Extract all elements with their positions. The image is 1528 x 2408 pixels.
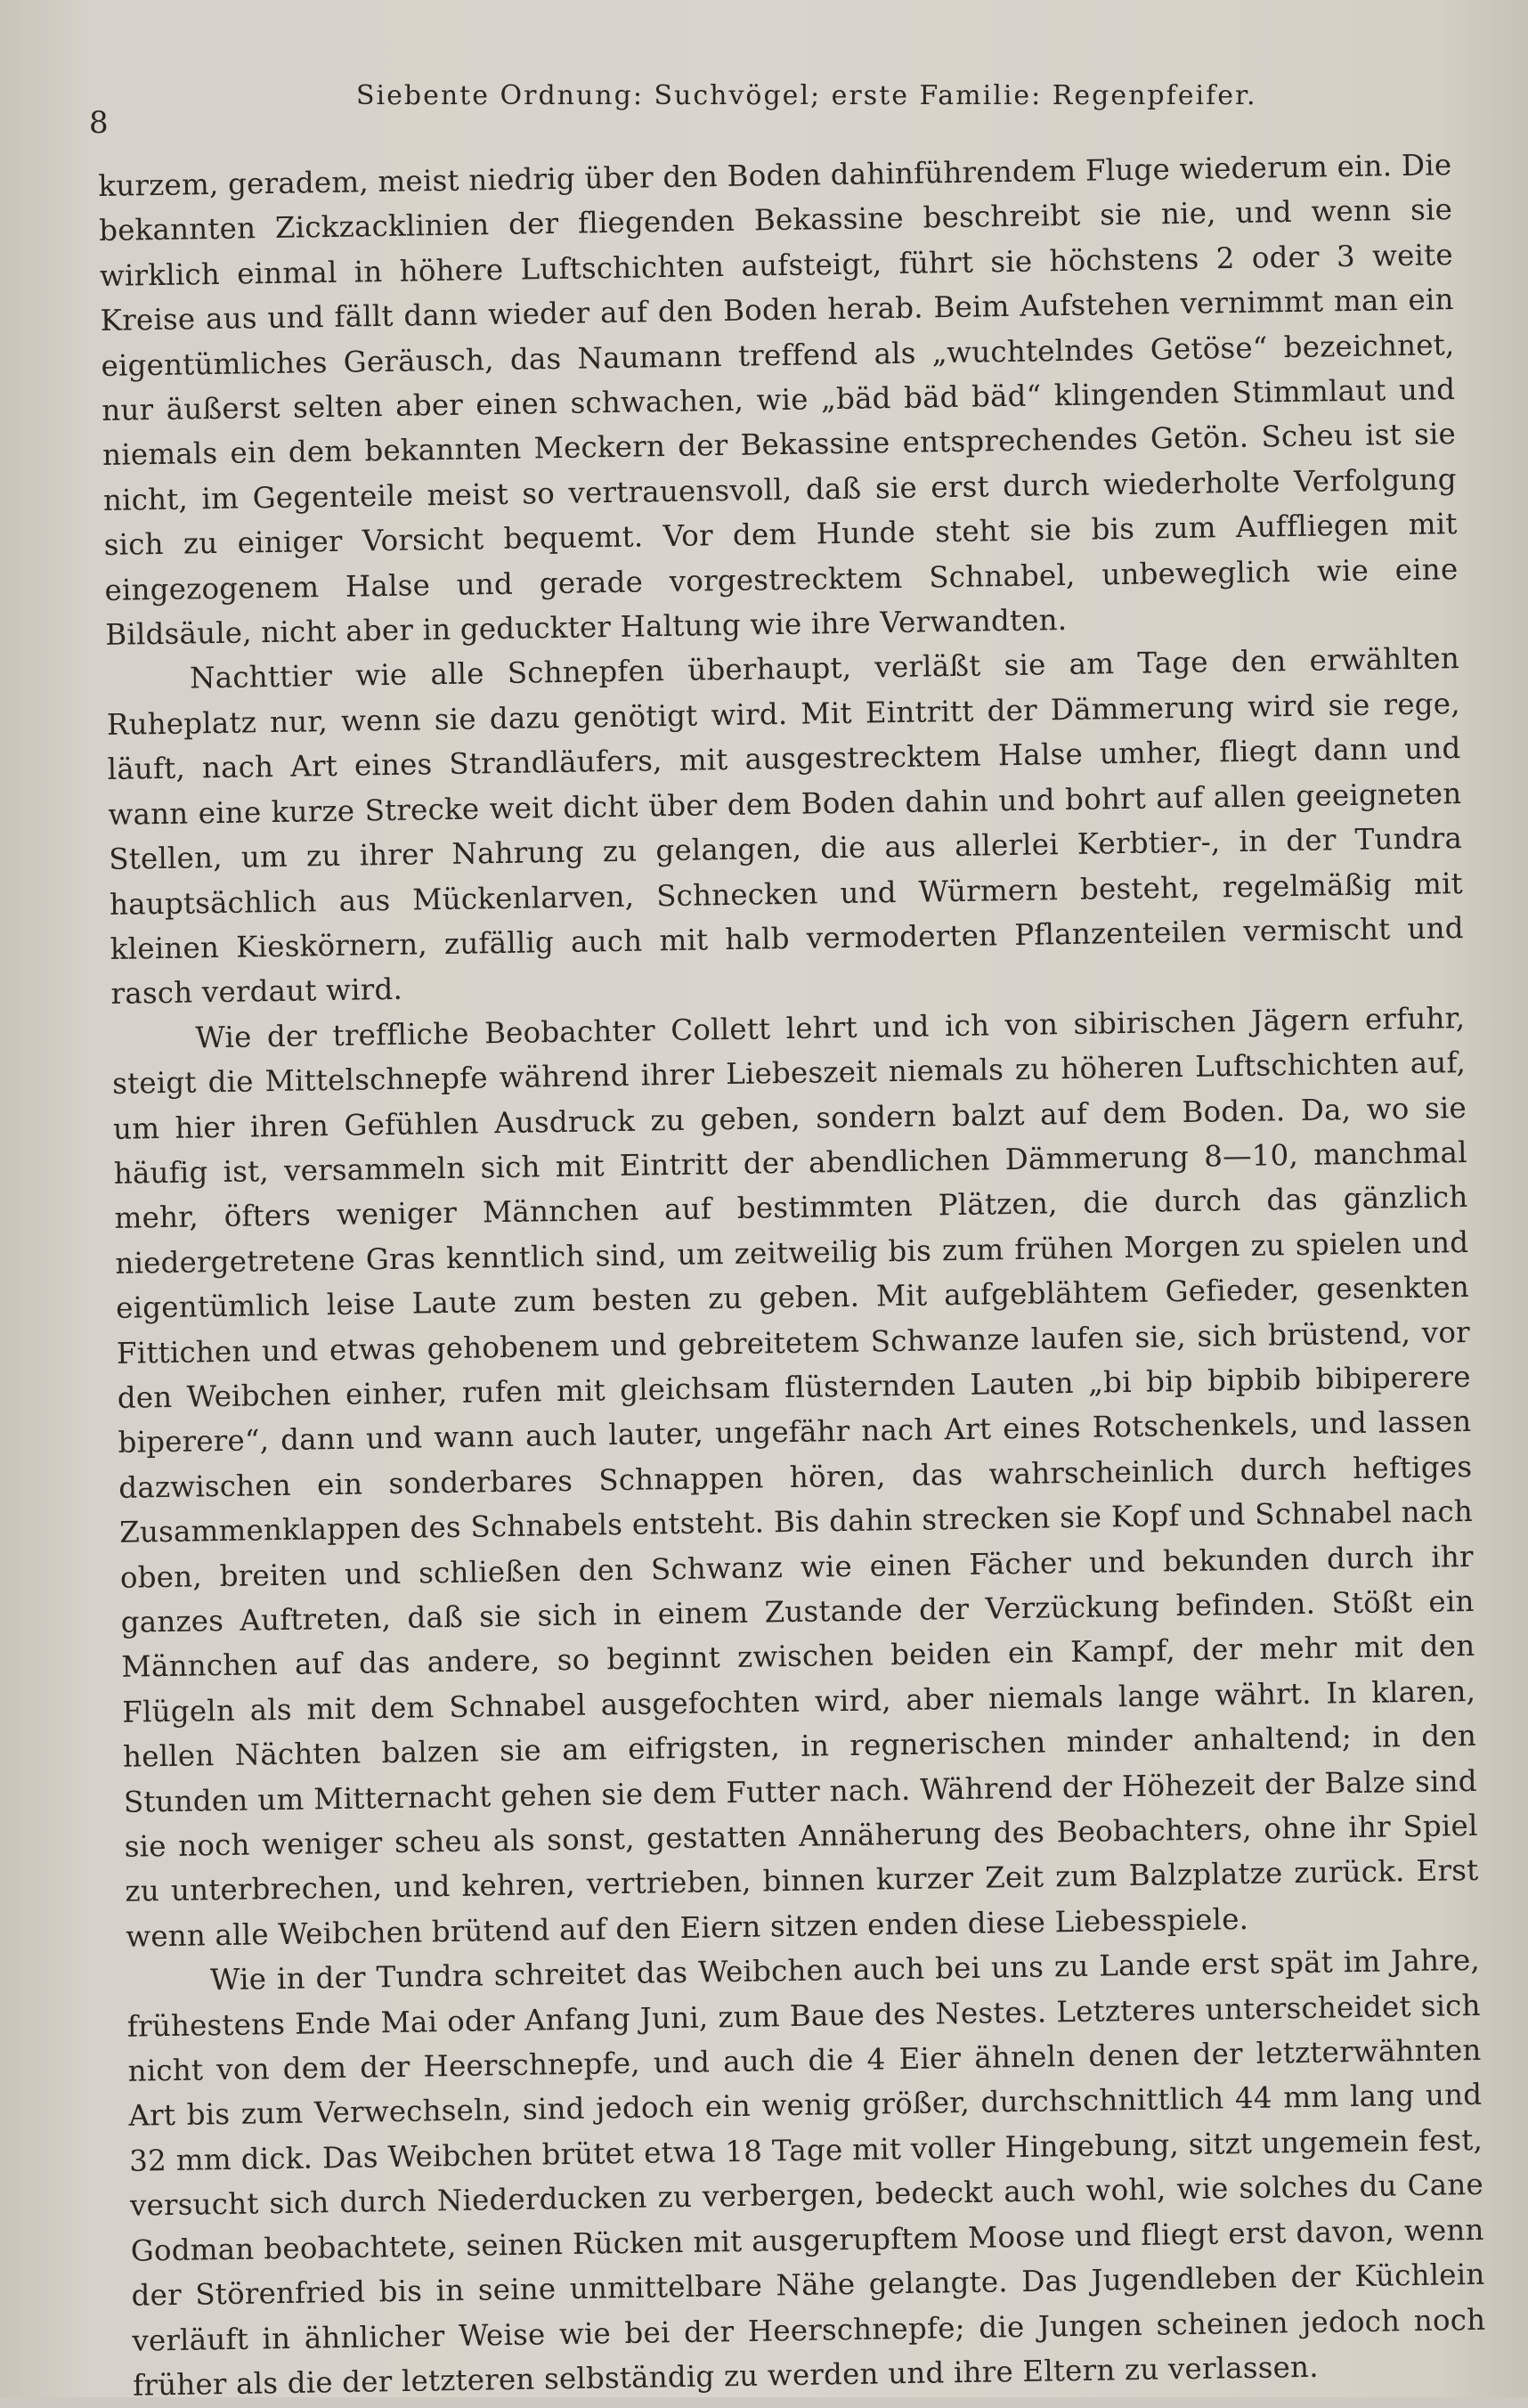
running-head: Siebente Ordnung: Suchvögel; erste Familie: Regenpfeifer.	[356, 80, 1257, 111]
body-text	[98, 142, 1486, 2408]
page-number: 8	[89, 105, 110, 141]
paragraph: Nachttier wie alle Schnepfen überhaupt, verläßt sie am Tage den erwählten Ruheplatz nur, wenn sie dazu genötigt wird. Mit Eintritt der Dämmerung wird sie rege, läuft, nach Art eines Strandläufers, mit ausgestrecktem Halse umher, fliegt dann und wann eine kurze Strecke weit dicht über dem Boden dahin und bohrt auf allen geeigneten Stellen, um zu ihrer Nahrung zu gelangen, die aus allerlei Kerbtier-, in der Tundra hauptsächlich aus Mückenlarven, Schnecken und Würmern besteht, regelmäßig mit kleinen Kieskörnern, zufällig auch mit halb vermoderten Pflanzenteilen vermischt und rasch verdaut wird.	[106, 641, 1464, 1012]
paragraph: kurzem, geradem, meist niedrig über den Boden dahinführendem Fluge wiederum ein. Die bekannten Zickzacklinien der fliegenden Bekassine beschreibt sie nie, und wenn sie wirklich einmal in höhere Luftschichten aufsteigt, führt sie höchstens 2 oder 3 weite Kreise aus und fällt dann wieder auf den Boden herab. Beim Aufstehen vernimmt man ein eigentümliches Geräusch, das Naumann treffend als „wuchtelndes Getöse“ bezeichnet, nur äußerst selten aber einen schwachen, wie „bäd bäd bäd“ klingenden Stimmlaut und niemals ein dem bekannten Meckern der Bekassine entsprechendes Getön. Scheu ist sie nicht, im Gegenteile meist so vertrauensvoll, daß sie erst durch wiederholte Verfolgung sich zu einiger Vorsicht bequemt. Vor dem Hunde steht sie bis zum Auffliegen mit eingezogenem Halse und gerade vorgestrecktem Schnabel, unbeweglich wie eine Bildsäule, nicht aber in geduckter Haltung wie ihre Verwandten.	[98, 148, 1459, 652]
paragraph: Wie in der Tundra schreitet das Weibchen auch bei uns zu Lande erst spät im Jahre, frühestens Ende Mai oder Anfang Juni, zum Baue des Nestes. Letzteres unterscheidet sich nicht von dem der Heerschnepfe, und auch die 4 Eier ähneln denen der letzterwähnten Art bis zum Verwechseln, sind jedoch ein wenig größer, durchschnittlich 44 mm lang und 32 mm dick. Das Weibchen brütet etwa 18 Tage mit voller Hingebung, sitzt ungemein fest, versucht sich durch Niederducken zu verbergen, bedeckt auch wohl, wie solches du Cane Godman beobachtete, seinen Rücken mit ausgerupftem Moose und fliegt erst davon, wenn der Störenfried bis in seine unmittelbare Nähe gelangte. Das Jugendleben der Küchlein verläuft in ähnlicher Weise wie bei der Heerschnepfe; die Jungen scheinen jedoch noch früher als die der letzteren selbständig zu werden und ihre Eltern zu verlassen.	[126, 1943, 1486, 2403]
paragraph: Wie der treffliche Beobachter Collett lehrt und ich von sibirischen Jägern erfuhr, steigt die Mittelschnepfe während ihrer Liebeszeit niemals zu höheren Luftschichten auf, um hier ihren Gefühlen Ausdruck zu geben, sondern balzt auf dem Boden. Da, wo sie häufig ist, versammeln sich mit Eintritt der abendlichen Dämmerung 8—10, manchmal mehr, öfters weniger Männchen auf bestimmten Plätzen, die durch das gänzlich niedergetretene Gras kenntlich sind, um zeitweilig bis zum frühen Morgen zu spielen und eigentümlich leise Laute zum besten zu geben. Mit aufgeblähtem Gefieder, gesenkten Fittichen und etwas gehobenem und gebreitetem Schwanze laufen sie, sich brüstend, vor den Weibchen einher, rufen mit gleichsam flüsternden Lauten „bi bip bipbib bibiperere biperere“, dann und wann auch lauter, ungefähr nach Art eines Rotschenkels, und lassen dazwischen ein sonderbares Schnappen hören, das wahrscheinlich durch heftiges Zusammenklappen des Schnabels entsteht. Bis dahin strecken sie Kopf und Schnabel nach oben, breiten und schließen den Schwanz wie einen Fächer und bekunden durch ihr ganzes Auftreten, daß sie sich in einem Zustande der Verzückung befinden. Stößt ein Männchen auf das andere, so beginnt zwischen beiden ein Kampf, der mehr mit den Flügeln als mit dem Schnabel ausgefochten wird, aber niemals lange währt. In klaren, hellen Nächten balzen sie am eifrigsten, in regnerischen minder anhaltend; in den Stunden um Mitternacht gehen sie dem Futter nach. Während der Höhezeit der Balze sind sie noch weniger scheu als sonst, gestatten Annäherung des Beobachters, ohne ihr Spiel zu unterbrechen, und kehren, vertrieben, binnen kurzer Zeit zum Balzplatze zurück. Erst wenn alle Weibchen brütend auf den Eiern sitzen enden diese Liebesspiele.	[111, 1000, 1479, 1954]
